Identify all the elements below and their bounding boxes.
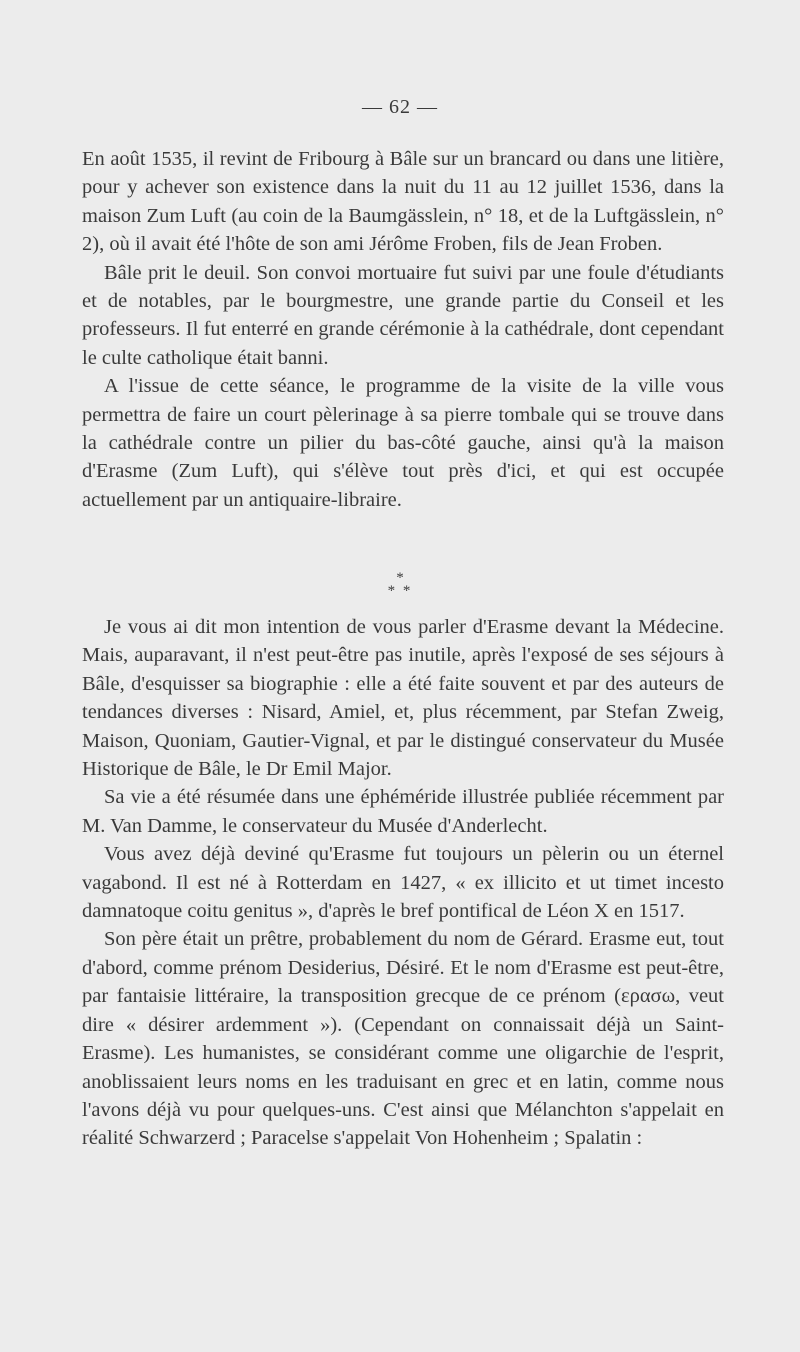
paragraph: Vous avez déjà deviné qu'Erasme fut toujours un pèlerin ou un éternel vagabond. Il est né à Rotterdam en 1427, « ex illicito et ut timet incesto damnatoque coitu genitus », d'après le bref pontifical de Léon X en 1517. xyxy=(82,843,724,923)
asterism-bottom: * * xyxy=(387,583,413,599)
paragraph: A l'issue de cette séance, le programme de la visite de la ville vous permettra de faire un court pèlerinage à sa pierre tombale qui se trouve dans la cathédrale contre un pilier du bas-côté gauche, ainsi qu'à la maison d'Erasme (Zum Luft), qui s'élève tout près d'ici, et qui est occupée actuellement par un antiquaire-libraire. xyxy=(82,375,724,511)
text-section-2 xyxy=(82,613,724,1153)
paragraph: Sa vie a été résumée dans une éphéméride illustrée publiée récemment par M. Van Damme, le conservateur du Musée d'Anderlecht. xyxy=(82,786,724,837)
paragraph: Bâle prit le deuil. Son convoi mortuaire fut suivi par une foule d'étudiants et de notables, par le bourgmestre, une grande partie du Conseil et les professeurs. Il fut enterré en grande cérémonie à la cathédrale, dont cependant le culte catholique était banni. xyxy=(82,261,724,369)
paragraph: Son père était un prêtre, probablement du nom de Gérard. Erasme eut, tout d'abord, comme prénom Desiderius, Désiré. Et le nom d'Erasme est peut-être, par fantaisie littéraire, la transposition grecque de ce prénom (ερασω, veut dire « désirer ardemment »). (Cependant on connaissait déjà un Saint-Erasme). Les humanistes, se considérant comme une oligarchie de l'esprit, anoblissaient leurs noms en les traduisant en grec et en latin, comme nous l'avons déjà vu pour quelques-uns. C'est ainsi que Mélanchton s'appelait en réalité Schwarzerd ; Paracelse s'appelait Von Hohenheim ; Spalatin : xyxy=(82,928,724,1150)
asterism-separator xyxy=(0,572,800,598)
asterism-top: * xyxy=(396,570,404,586)
page-number: — 62 — xyxy=(362,96,438,118)
paragraph: Je vous ai dit mon intention de vous parler d'Erasme devant la Médecine. Mais, auparavant, il n'est peut-être pas inutile, après l'exposé de ses séjours à Bâle, d'esquisser sa biographie : elle a été faite souvent et par des auteurs de tendances diverses : Nisard, Amiel, et, plus récemment, par Stefan Zweig, Maison, Quoniam, Gautier-Vignal, et par le distingué conservateur du Musée Historique de Bâle, le Dr Emil Major. xyxy=(82,616,724,781)
paragraph: En août 1535, il revint de Fribourg à Bâle sur un brancard ou dans une litière, pour y achever son existence dans la nuit du 11 au 12 juillet 1536, dans la maison Zum Luft (au coin de la Baumgässlein, n° 18, et de la Luftgässlein, n° 2), où il avait été l'hôte de son ami Jérôme Froben, fils de Jean Froben. xyxy=(82,148,724,256)
text-section-1 xyxy=(82,145,724,514)
